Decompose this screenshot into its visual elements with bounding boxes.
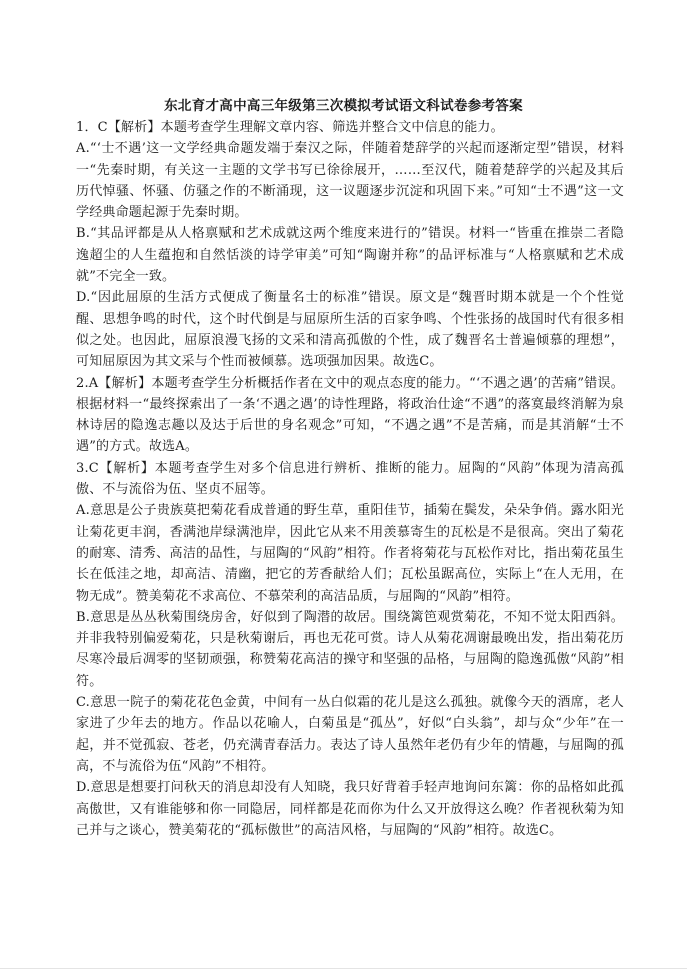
answer-3-option-a: A.意思是公子贵族莫把菊花看成普通的野生草，重阳佳节，插菊在鬓发，朵朵争俏。露水阳光让菊花更丰润，香满池岸绿满池岸，因此它从来不用羡慕寄生的瓦松是不是很高。突出了菊花的耐寒、清秀、高洁的品性，与屈陶的“风韵”相符。作者将菊花与瓦松作对比，指出菊花虽生长在低洼之地，却高洁、清幽，把它的芳香献给人们；瓦松虽踞高位，实际上“在人无用，在物无成”。赞美菊花不求高位、不慕荣利的高洁品质，与屈陶的“风韵”相符。 — [76, 503, 624, 604]
page-bottom-divider — [0, 968, 687, 969]
answer-1-option-b: B.“其品评都是从人格禀赋和艺术成就这两个维度来进行的”错误。材料一“皆重在推崇二者隐逸超尘的人生蕴抱和自然恬淡的诗学审美”可知“陶谢并称”的品评标准与“人格禀赋和艺术成就”不完全一致。 — [76, 226, 624, 285]
answer-1-option-a: A.“‘士不遇’这一文学经典命题发端于秦汉之际，伴随着楚辞学的兴起而逐渐定型”错误，材料一“先秦时期，有关这一主题的文学书写已徐徐展开，……至汉代，随着楚辞学的兴起及其后历代悼骚、怀骚、仿骚之作的不断涌现，这一议题逐步沉淀和巩固下来。”可知“士不遇”这一文学经典命题起源于先秦时期。 — [76, 141, 624, 221]
document-title: 东北育才高中高三年级第三次模拟考试语文科试卷参考答案 — [164, 98, 523, 114]
answer-3-heading: 3.C【解析】本题考查学生对多个信息进行辨析、推断的能力。屈陶的“风韵”体现为清高孤傲、不与流俗为伍、坚贞不屈等。 — [76, 460, 624, 498]
answer-1-heading: 1．C【解析】本题考查学生理解文章内容、筛选并整合文中信息的能力。 — [76, 120, 504, 135]
answer-3-option-b: B.意思是丛丛秋菊围绕房舍，好似到了陶潜的故居。围绕篱笆观赏菊花，不知不觉太阳西斜。并非我特别偏爱菊花，只是秋菊谢后，再也无花可赏。诗人从菊花凋谢最晚出发，指出菊花历尽寒冷最后凋零的坚韧顽强，称赞菊花高洁的操守和坚强的品格，与屈陶的隐逸孤傲“风韵”相符。 — [76, 609, 624, 689]
answer-body — [76, 117, 624, 841]
answer-3-option-d: D.意思是想要打问秋天的消息却没有人知晓，我只好背着手轻声地询问东篱：你的品格如此孤高傲世，又有谁能够和你一同隐居，同样都是花而你为什么又开放得这么晚？作者视秋菊为知己并与之谈心，赞美菊花的“孤标傲世”的高洁风格，与屈陶的“风韵”相符。故选C。 — [76, 780, 624, 838]
answer-1-option-d: D.“因此屈原的生活方式便成了衡量名士的标准”错误。原文是“魏晋时期本就是一个个性觉醒、思想争鸣的时代，这个时代倒是与屈原所生活的百家争鸣、个性张扬的战国时代有很多相似之处。也因此，屈原浪漫飞扬的文采和清高孤傲的个性，成了魏晋名士普遍倾慕的理想”，可知屈原因为其文采与个性而被倾慕。选项强加因果。故选C。 — [76, 290, 624, 370]
answer-3-option-c: C.意思一院子的菊花花色金黄，中间有一丛白似霜的花儿是这么孤独。就像今天的酒席，老人家进了少年去的地方。作品以花喻人，白菊虽是“孤丛”，好似“白头翁”，却与众“少年”在一起，并不觉孤寂、苍老，仍充满青春活力。表达了诗人虽然年老仍有少年的情趣，与屈陶的孤高，不与流俗为伍“风韵”不相符。 — [76, 695, 624, 774]
answer-2: 2.A【解析】本题考查学生分析概括作者在文中的观点态度的能力。“‘不遇之遇’的苦痛”错误。根据材料一“最终探索出了一条‘不遇之遇’的诗性理路，将政治仕途“不遇”的落寞最终消解为泉林诗居的隐逸志趣以及达于后世的身名观念”可知，“不遇之遇”不是苦痛，而是其消解“士不遇”的方式。故选A。 — [76, 375, 624, 455]
